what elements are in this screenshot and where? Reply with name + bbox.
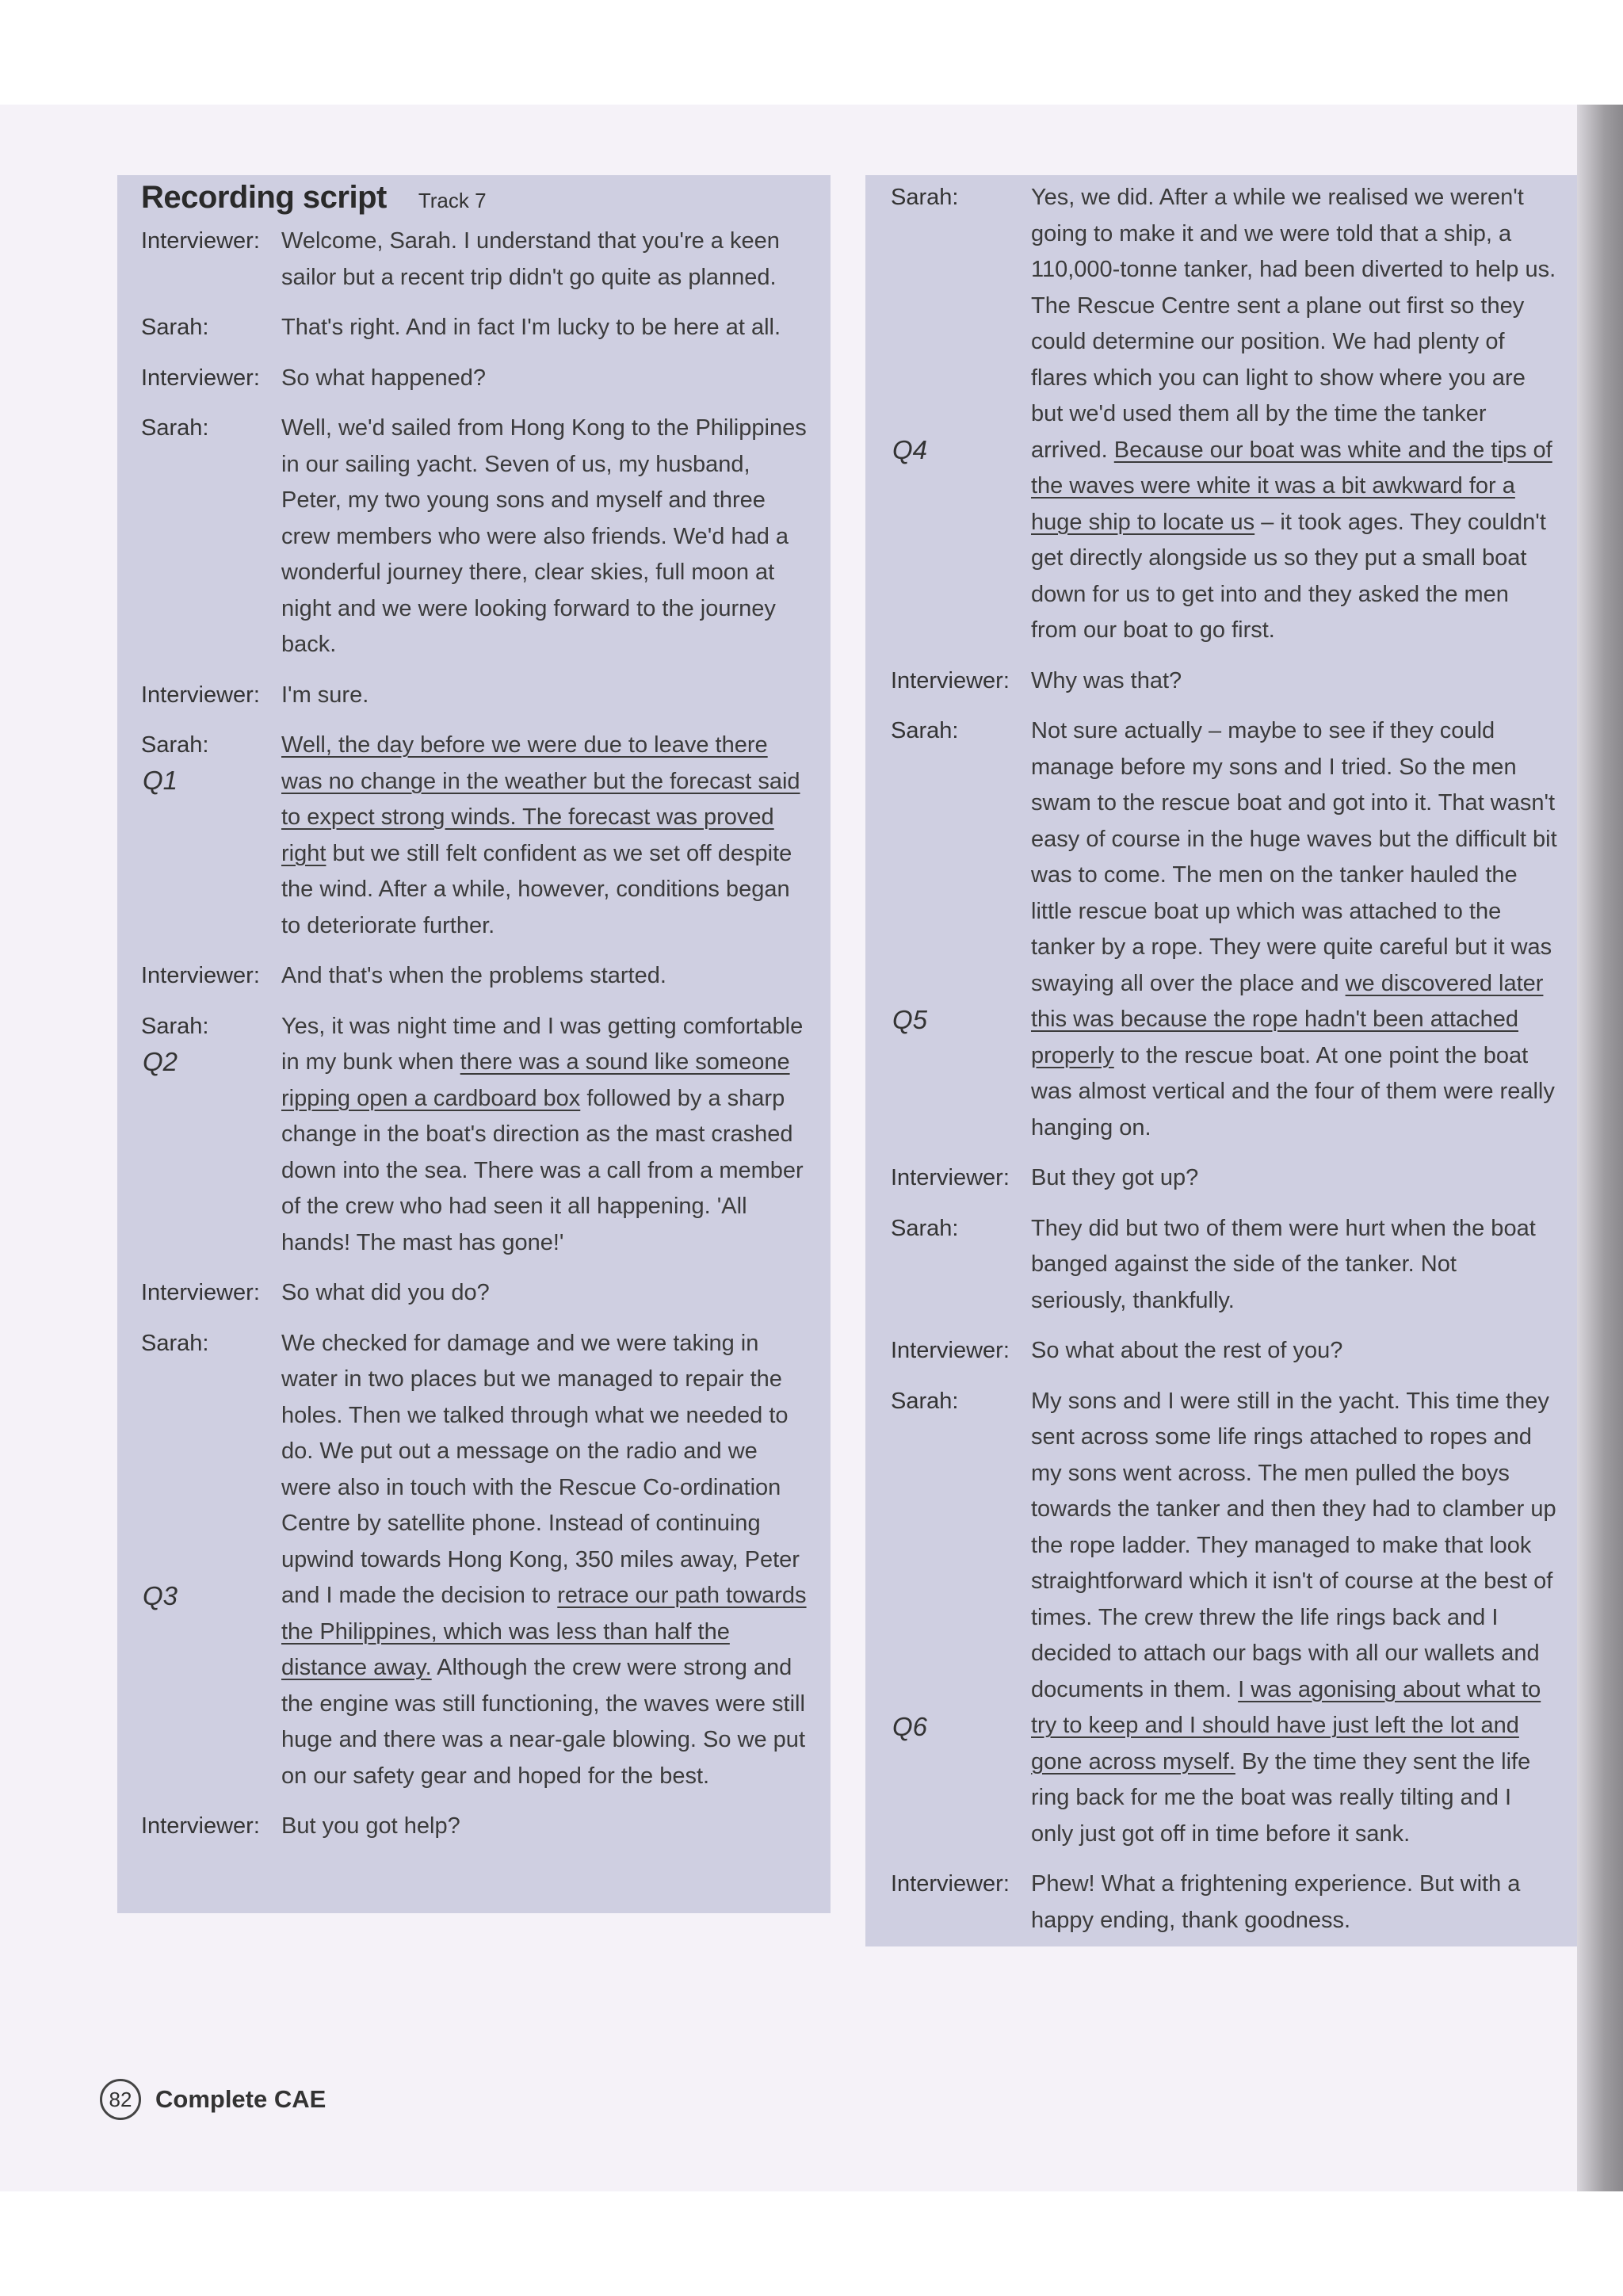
dialogue-turn [891, 663, 1558, 700]
speaker-interviewer: Interviewer: [891, 667, 1010, 693]
dialogue-turn [141, 1326, 812, 1795]
dialogue-turn [891, 1211, 1558, 1320]
turn-text-part: – it took ages. They couldn't get directly alongside us so they put a small boat down for us to get into and they asked the men from our boat to go first. [1031, 509, 1546, 643]
turn-text: Phew! What a frightening experience. But with a happy ending, thank goodness. [1031, 1871, 1521, 1933]
speaker-name: Sarah: [891, 185, 959, 210]
speaker-sarah [141, 1009, 281, 1262]
dialogue-turn [891, 1160, 1558, 1197]
speaker-interviewer: Interviewer: [141, 963, 260, 988]
turn-text: I'm sure. [281, 682, 369, 708]
turn-text-part: We checked for damage and we were taking in water in two places but we managed to repair the holes. Then we talked through what we needed to do. We put out a message on the radio and we were also in touch with the Rescue Co-ordination Centre by satellite phone. Instead of continuing upwind towards Hong Kong, 350 miles away, Peter and I made the decision to [281, 1330, 800, 1608]
answer-underline: retrace our path towards the Philippines, which was less than half the distance away. [281, 1583, 807, 1680]
turn-text: That's right. And in fact I'm lucky to be here at all. [281, 315, 781, 340]
speaker-sarah [891, 713, 1031, 1146]
book-title: Complete CAE [155, 2085, 327, 2113]
turn-text [281, 1009, 812, 1262]
dialogue-turn [891, 1333, 1558, 1370]
question-label-q6: Q6 [892, 1711, 928, 1741]
speaker-sarah [891, 180, 1031, 649]
turn-text [1031, 1384, 1558, 1853]
page-edge-shadow [1577, 105, 1623, 2191]
speaker-interviewer: Interviewer: [141, 1280, 260, 1305]
turn-text: So what about the rest of you? [1031, 1338, 1343, 1363]
turn-text: Well, we'd sailed from Hong Kong to the Philippines in our sailing yacht. Seven of us, my husband, Peter, my two young sons and myself and three crew members who were also friends. We'd had a wonderful journey there, clear skies, full moon at night and we were looking forward to the journey back. [281, 415, 807, 657]
speaker-sarah: Sarah: [891, 1215, 959, 1241]
dialogue-turn [141, 223, 812, 296]
left-column [117, 175, 831, 1913]
section-title: Recording script [141, 180, 387, 215]
speaker-name: Sarah: [141, 1330, 209, 1356]
answer-underline: I was agonising about what to try to keep and I should have just left the lot and gone across myself. [1031, 1676, 1541, 1775]
dialogue-turn [891, 1866, 1558, 1939]
turn-text: But you got help? [281, 1813, 460, 1839]
answer-underline: there was a sound like someone ripping open a cardboard box [281, 1049, 790, 1111]
page-number: 82 [100, 2079, 141, 2120]
turn-text-part: followed by a sharp change in the boat's direction as the mast crashed down into the sea. There was a call from a member of the crew who had seen it all happening. 'All hands! The mast has gone!' [281, 1085, 804, 1255]
question-label-q5: Q5 [892, 1005, 928, 1034]
turn-text-part: Although the crew were strong and the engine was still functioning, the waves were still huge and there was a near-gale blowing. So we put on our safety gear and hoped for the best. [281, 1655, 805, 1789]
speaker-interviewer: Interviewer: [891, 1165, 1010, 1190]
turn-text: So what happened? [281, 365, 486, 391]
turn-text: They did but two of them were hurt when the boat banged against the side of the tanker. Not seriously, thankfully. [1031, 1215, 1536, 1313]
turn-text: Why was that? [1031, 667, 1182, 693]
answer-underline: we discovered later this was because the rope hadn't been attached properly [1031, 970, 1544, 1068]
dialogue-turn [141, 1275, 812, 1312]
turn-text [1031, 713, 1558, 1146]
speaker-sarah [141, 1326, 281, 1795]
dialogue-turn [141, 411, 812, 663]
turn-text: Welcome, Sarah. I understand that you're a keen sailor but a recent trip didn't go quite as planned. [281, 228, 780, 290]
speaker-interviewer: Interviewer: [891, 1871, 1010, 1897]
question-label-q3: Q3 [143, 1580, 178, 1610]
turn-text [281, 1326, 812, 1795]
dialogue-turn [141, 678, 812, 714]
dialogue-turn [891, 713, 1558, 1146]
turn-text [281, 728, 812, 944]
speaker-name: Sarah: [141, 1013, 209, 1039]
question-label-q1: Q1 [143, 766, 178, 795]
speaker-interviewer: Interviewer: [141, 365, 260, 391]
speaker-interviewer: Interviewer: [141, 1813, 260, 1839]
question-label-q2: Q2 [143, 1046, 178, 1076]
turn-text-part: but we still felt confident as we set off despite the wind. After a while, however, conditions began to deteriorate further. [281, 840, 792, 938]
dialogue-turn [891, 1384, 1558, 1853]
turn-text-part: Yes, it was night time and I was getting comfortable in my bunk when [281, 1013, 804, 1075]
question-label-q4: Q4 [892, 435, 928, 464]
speaker-sarah [141, 728, 281, 944]
track-label: Track 7 [418, 189, 487, 212]
speaker-interviewer: Interviewer: [141, 682, 260, 708]
turn-text-part: My sons and I were still in the yacht. This time they sent across some life rings attached to ropes and my sons went across. The men pulled the boys towards the tanker and then they had to clamber up the rope ladder. They managed to make that look straightforward which it isn't of course at the best of times. The crew threw the life rings back and I decided to attach our bags with all our wallets and documents in them. [1031, 1388, 1556, 1702]
dialogue-turn [141, 361, 812, 397]
dialogue-turn [891, 180, 1558, 649]
turn-text-part: to the rescue boat. At one point the boat was almost vertical and the four of them were really hanging on. [1031, 1042, 1555, 1140]
dialogue-turn [141, 310, 812, 346]
dialogue-turn [141, 1809, 812, 1845]
dialogue-turn [141, 1009, 812, 1262]
speaker-sarah [891, 1384, 1031, 1853]
answer-underline: Because our boat was white and the tips of the waves were white it was a bit awkward for a huge ship to locate us [1031, 437, 1552, 535]
speaker-name: Sarah: [891, 718, 959, 743]
dialogue-turn [141, 728, 812, 944]
page-footer [100, 2079, 326, 2120]
section-heading [141, 180, 812, 216]
turn-text: So what did you do? [281, 1280, 490, 1305]
turn-text: But they got up? [1031, 1165, 1199, 1190]
speaker-sarah: Sarah: [141, 415, 209, 441]
turn-text-part: Not sure actually – maybe to see if they could manage before my sons and I tried. So the men swam to the rescue boat and got into it. That wasn't easy of course in the huge waves but the difficult bit was to come. The men on the tanker hauled the little rescue boat up which was attached to the tanker by a rope. They were quite careful but it was swaying all over the place and [1031, 718, 1557, 996]
speaker-sarah: Sarah: [141, 315, 209, 340]
speaker-interviewer: Interviewer: [141, 228, 260, 254]
turn-text-part: Yes, we did. After a while we realised we weren't going to make it and we were told that a ship, a 110,000-tonne tanker, had been diverted to help us. The Rescue Centre sent a plane out first so they could determine our position. We had plenty of flares which you can light to show where you are but we'd used them all by the time the tanker arrived. [1031, 185, 1556, 463]
right-column [865, 175, 1577, 1946]
answer-underline: Well, the day before we were due to leave there was no change in the weather but the forecast said to expect strong winds. The forecast was proved right [281, 732, 800, 866]
turn-text: And that's when the problems started. [281, 963, 666, 988]
dialogue-turn [141, 958, 812, 995]
speaker-name: Sarah: [141, 732, 209, 758]
speaker-interviewer: Interviewer: [891, 1338, 1010, 1363]
turn-text-part: By the time they sent the life ring back for me the boat was really tilting and I only just got off in time before it sank. [1031, 1748, 1531, 1847]
turn-text [1031, 180, 1558, 649]
speaker-name: Sarah: [891, 1388, 959, 1414]
